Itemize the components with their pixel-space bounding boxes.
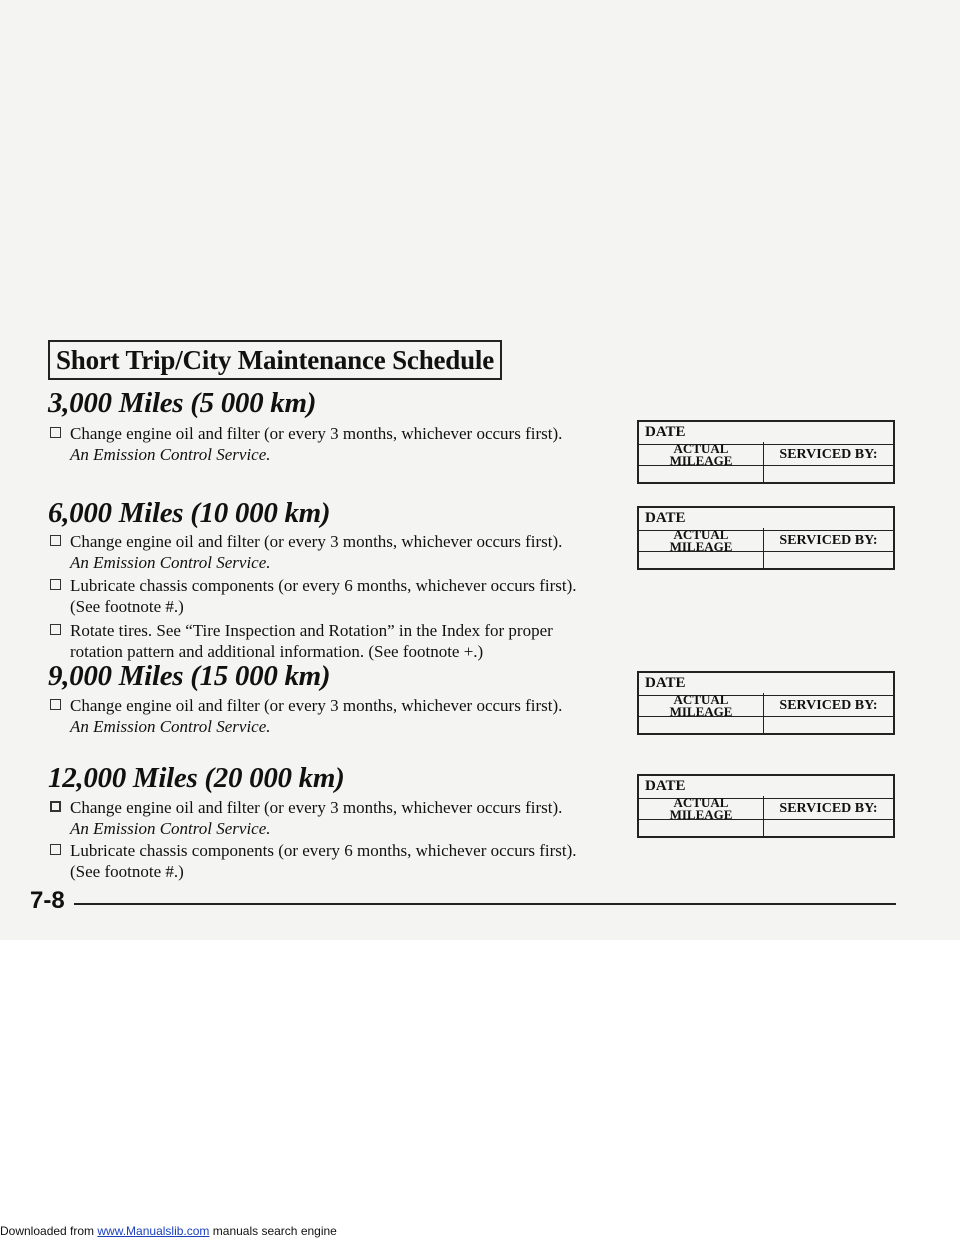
page-title-text: Short Trip/City Maintenance Schedule xyxy=(55,344,495,375)
section-heading-12000: 12,000 Miles (20 000 km) xyxy=(48,762,345,794)
record-date-label: DATE xyxy=(645,675,686,691)
checklist-item xyxy=(48,423,618,465)
record-mileage-field[interactable] xyxy=(639,552,764,568)
page-title xyxy=(48,340,502,380)
section-heading-6000: 6,000 Miles (10 000 km) xyxy=(48,497,331,529)
checklist-item xyxy=(48,531,618,573)
checklist-item xyxy=(48,797,618,839)
record-serviced-by-label: SERVICED BY: xyxy=(779,533,878,548)
record-date-label: DATE xyxy=(645,510,686,526)
item-text: Lubricate chassis components (or every 6 months, whichever occurs first). xyxy=(70,576,577,595)
emission-note: An Emission Control Service. xyxy=(70,445,271,464)
service-record-box xyxy=(637,774,895,838)
item-text: Change engine oil and filter (or every 3 months, whichever occurs first). xyxy=(70,696,563,715)
record-serviced-by-label: SERVICED BY: xyxy=(779,698,878,713)
checkbox-icon[interactable] xyxy=(50,427,61,438)
record-mileage-label: ACTUAL MILEAGE xyxy=(639,693,764,719)
record-mileage-label: ACTUAL MILEAGE xyxy=(639,528,764,554)
item-text: Change engine oil and filter (or every 3 months, whichever occurs first). xyxy=(70,532,563,551)
download-suffix: manuals search engine xyxy=(209,1224,337,1238)
record-mileage-field[interactable] xyxy=(639,717,764,733)
item-text: Lubricate chassis components (or every 6 months, whichever occurs first). xyxy=(70,841,577,860)
checkbox-icon[interactable] xyxy=(50,579,61,590)
record-serviced-by-label: SERVICED BY: xyxy=(779,801,878,816)
item-text: Change engine oil and filter (or every 3 months, whichever occurs first). xyxy=(70,424,563,443)
service-record-box xyxy=(637,671,895,735)
checkbox-icon[interactable] xyxy=(50,535,61,546)
record-date-label: DATE xyxy=(645,424,686,440)
service-record-box xyxy=(637,420,895,484)
record-mileage-field[interactable] xyxy=(639,820,764,836)
record-mileage-field[interactable] xyxy=(639,466,764,482)
record-date-label: DATE xyxy=(645,778,686,794)
item-text-line2: rotation pattern and additional information. (See footnote +.) xyxy=(70,642,484,661)
service-record-box xyxy=(637,506,895,570)
checklist-item xyxy=(48,620,618,662)
checkbox-icon[interactable] xyxy=(50,699,61,710)
footer-rule xyxy=(74,903,896,905)
checkbox-icon[interactable] xyxy=(50,844,61,855)
checklist-item xyxy=(48,695,618,737)
page-number: 7-8 xyxy=(30,887,65,914)
checklist-item xyxy=(48,575,618,617)
download-prefix: Downloaded from xyxy=(0,1224,98,1238)
item-text: Change engine oil and filter (or every 3 months, whichever occurs first). xyxy=(70,798,563,817)
manualslib-link[interactable]: www.Manualslib.com xyxy=(97,1224,210,1238)
section-heading-9000: 9,000 Miles (15 000 km) xyxy=(48,660,331,692)
emission-note: An Emission Control Service. xyxy=(70,553,271,572)
record-serviced-by-label: SERVICED BY: xyxy=(779,447,878,462)
record-mileage-label: ACTUAL MILEAGE xyxy=(639,442,764,468)
section-heading-3000: 3,000 Miles (5 000 km) xyxy=(48,387,317,419)
checklist-item xyxy=(48,840,618,882)
item-text-line2: (See footnote #.) xyxy=(70,862,184,881)
emission-note: An Emission Control Service. xyxy=(70,819,271,838)
checkbox-icon[interactable] xyxy=(50,801,61,812)
item-text-line2: (See footnote #.) xyxy=(70,597,184,616)
record-mileage-label: ACTUAL MILEAGE xyxy=(639,796,764,822)
download-footer xyxy=(0,1224,337,1238)
emission-note: An Emission Control Service. xyxy=(70,717,271,736)
item-text: Rotate tires. See “Tire Inspection and Rotation” in the Index for proper xyxy=(70,621,553,640)
checkbox-icon[interactable] xyxy=(50,624,61,635)
